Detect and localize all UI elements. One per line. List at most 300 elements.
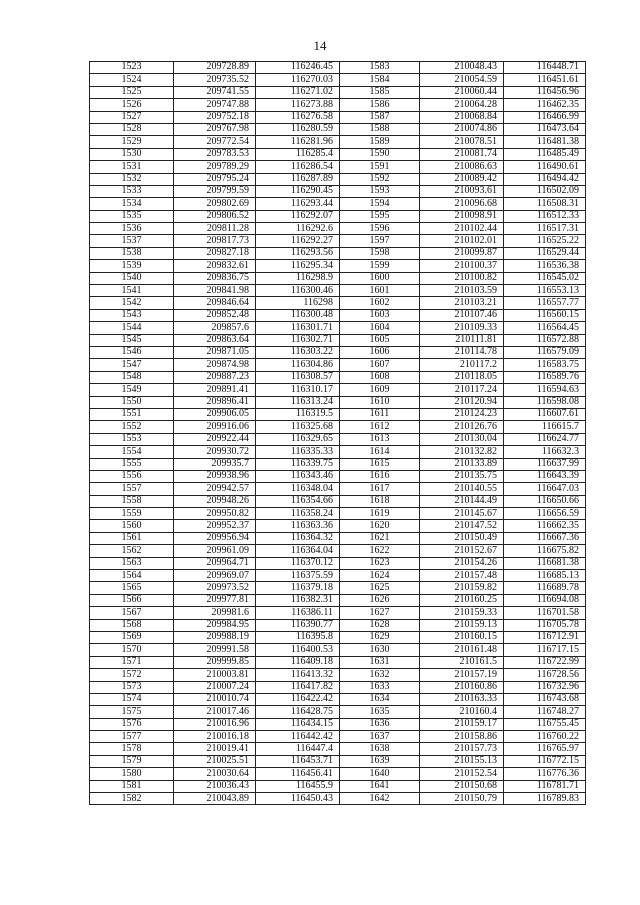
- point-number-cell: 1626: [340, 594, 420, 606]
- point-number-cell: 1546: [90, 346, 174, 358]
- x-coordinate-cell: 210109.33: [420, 322, 504, 334]
- point-number-cell: 1605: [340, 334, 420, 346]
- table-row: [90, 223, 586, 235]
- table-row: [90, 557, 586, 569]
- x-coordinate-cell: 210117.24: [420, 384, 504, 396]
- table-row: [90, 508, 586, 520]
- x-coordinate-cell: 209852.48: [174, 309, 256, 321]
- table-row: [90, 619, 586, 631]
- x-coordinate-cell: 209841.98: [174, 285, 256, 297]
- x-coordinate-cell: 209906.05: [174, 408, 256, 420]
- x-coordinate-cell: 209741.55: [174, 86, 256, 98]
- point-number-cell: 1621: [340, 532, 420, 544]
- x-coordinate-cell: 210103.21: [420, 297, 504, 309]
- point-number-cell: 1601: [340, 285, 420, 297]
- point-number-cell: 1639: [340, 755, 420, 767]
- y-coordinate-cell: 116409.18: [256, 656, 340, 668]
- x-coordinate-cell: 209896.41: [174, 396, 256, 408]
- y-coordinate-cell: 116417.82: [256, 681, 340, 693]
- point-number-cell: 1596: [340, 223, 420, 235]
- x-coordinate-cell: 210163.33: [420, 693, 504, 705]
- point-number-cell: 1640: [340, 768, 420, 780]
- y-coordinate-cell: 116428.75: [256, 706, 340, 718]
- x-coordinate-cell: 210048.43: [420, 62, 504, 74]
- point-number-cell: 1599: [340, 260, 420, 272]
- x-coordinate-cell: 209783.53: [174, 148, 256, 160]
- x-coordinate-cell: 210089.42: [420, 173, 504, 185]
- y-coordinate-cell: 116447.4: [256, 743, 340, 755]
- point-number-cell: 1632: [340, 669, 420, 681]
- point-number-cell: 1559: [90, 508, 174, 520]
- x-coordinate-cell: 210016.96: [174, 718, 256, 730]
- point-number-cell: 1537: [90, 235, 174, 247]
- y-coordinate-cell: 116781.71: [504, 780, 586, 792]
- y-coordinate-cell: 116273.88: [256, 99, 340, 111]
- y-coordinate-cell: 116364.32: [256, 532, 340, 544]
- y-coordinate-cell: 116656.59: [504, 508, 586, 520]
- point-number-cell: 1580: [90, 768, 174, 780]
- coordinates-table-body: [90, 62, 586, 805]
- x-coordinate-cell: 209961.09: [174, 545, 256, 557]
- y-coordinate-cell: 116354.66: [256, 495, 340, 507]
- y-coordinate-cell: 116442.42: [256, 731, 340, 743]
- x-coordinate-cell: 210086.63: [420, 161, 504, 173]
- point-number-cell: 1541: [90, 285, 174, 297]
- point-number-cell: 1566: [90, 594, 174, 606]
- point-number-cell: 1618: [340, 495, 420, 507]
- point-number-cell: 1535: [90, 210, 174, 222]
- x-coordinate-cell: 210102.44: [420, 223, 504, 235]
- point-number-cell: 1627: [340, 607, 420, 619]
- x-coordinate-cell: 210117.2: [420, 359, 504, 371]
- point-number-cell: 1588: [340, 123, 420, 135]
- point-number-cell: 1526: [90, 99, 174, 111]
- point-number-cell: 1553: [90, 433, 174, 445]
- y-coordinate-cell: 116760.22: [504, 731, 586, 743]
- table-row: [90, 706, 586, 718]
- point-number-cell: 1609: [340, 384, 420, 396]
- point-number-cell: 1551: [90, 408, 174, 420]
- x-coordinate-cell: 209846.64: [174, 297, 256, 309]
- point-number-cell: 1529: [90, 136, 174, 148]
- point-number-cell: 1584: [340, 74, 420, 86]
- y-coordinate-cell: 116598.08: [504, 396, 586, 408]
- x-coordinate-cell: 209772.54: [174, 136, 256, 148]
- table-row: [90, 669, 586, 681]
- y-coordinate-cell: 116589.76: [504, 371, 586, 383]
- y-coordinate-cell: 116564.45: [504, 322, 586, 334]
- y-coordinate-cell: 116525.22: [504, 235, 586, 247]
- table-row: [90, 681, 586, 693]
- table-row: [90, 161, 586, 173]
- y-coordinate-cell: 116395.8: [256, 631, 340, 643]
- point-number-cell: 1604: [340, 322, 420, 334]
- point-number-cell: 1583: [340, 62, 420, 74]
- x-coordinate-cell: 210150.49: [420, 532, 504, 544]
- point-number-cell: 1579: [90, 755, 174, 767]
- x-coordinate-cell: 210161.48: [420, 644, 504, 656]
- table-row: [90, 235, 586, 247]
- x-coordinate-cell: 210120.94: [420, 396, 504, 408]
- table-row: [90, 718, 586, 730]
- point-number-cell: 1532: [90, 173, 174, 185]
- table-row: [90, 793, 586, 805]
- point-number-cell: 1556: [90, 470, 174, 482]
- point-number-cell: 1607: [340, 359, 420, 371]
- table-row: [90, 359, 586, 371]
- point-number-cell: 1589: [340, 136, 420, 148]
- x-coordinate-cell: 209871.05: [174, 346, 256, 358]
- x-coordinate-cell: 210145.67: [420, 508, 504, 520]
- point-number-cell: 1562: [90, 545, 174, 557]
- point-number-cell: 1591: [340, 161, 420, 173]
- point-number-cell: 1547: [90, 359, 174, 371]
- y-coordinate-cell: 116325.68: [256, 421, 340, 433]
- y-coordinate-cell: 116304.86: [256, 359, 340, 371]
- point-number-cell: 1564: [90, 570, 174, 582]
- x-coordinate-cell: 209799.59: [174, 185, 256, 197]
- x-coordinate-cell: 210060.44: [420, 86, 504, 98]
- point-number-cell: 1616: [340, 470, 420, 482]
- y-coordinate-cell: 116717.15: [504, 644, 586, 656]
- table-row: [90, 111, 586, 123]
- x-coordinate-cell: 210054.59: [420, 74, 504, 86]
- point-number-cell: 1586: [340, 99, 420, 111]
- x-coordinate-cell: 209874.98: [174, 359, 256, 371]
- y-coordinate-cell: 116572.88: [504, 334, 586, 346]
- table-row: [90, 198, 586, 210]
- y-coordinate-cell: 116339.75: [256, 458, 340, 470]
- y-coordinate-cell: 116310.17: [256, 384, 340, 396]
- table-row: [90, 408, 586, 420]
- x-coordinate-cell: 210124.23: [420, 408, 504, 420]
- x-coordinate-cell: 210135.75: [420, 470, 504, 482]
- point-number-cell: 1524: [90, 74, 174, 86]
- point-number-cell: 1595: [340, 210, 420, 222]
- x-coordinate-cell: 210159.82: [420, 582, 504, 594]
- y-coordinate-cell: 116462.35: [504, 99, 586, 111]
- y-coordinate-cell: 116364.04: [256, 545, 340, 557]
- x-coordinate-cell: 209832.61: [174, 260, 256, 272]
- table-row: [90, 185, 586, 197]
- table-row: [90, 693, 586, 705]
- table-row: [90, 421, 586, 433]
- y-coordinate-cell: 116772.15: [504, 755, 586, 767]
- table-row: [90, 755, 586, 767]
- table-row: [90, 272, 586, 284]
- x-coordinate-cell: 210017.46: [174, 706, 256, 718]
- point-number-cell: 1642: [340, 793, 420, 805]
- point-number-cell: 1570: [90, 644, 174, 656]
- table-row: [90, 495, 586, 507]
- x-coordinate-cell: 209950.82: [174, 508, 256, 520]
- x-coordinate-cell: 210161.5: [420, 656, 504, 668]
- y-coordinate-cell: 116375.59: [256, 570, 340, 582]
- y-coordinate-cell: 116379.18: [256, 582, 340, 594]
- x-coordinate-cell: 210100.82: [420, 272, 504, 284]
- y-coordinate-cell: 116712.91: [504, 631, 586, 643]
- x-coordinate-cell: 209956.94: [174, 532, 256, 544]
- point-number-cell: 1557: [90, 483, 174, 495]
- point-number-cell: 1615: [340, 458, 420, 470]
- x-coordinate-cell: 210030.64: [174, 768, 256, 780]
- y-coordinate-cell: 116473.64: [504, 123, 586, 135]
- table-row: [90, 247, 586, 259]
- y-coordinate-cell: 116386.11: [256, 607, 340, 619]
- x-coordinate-cell: 210081.74: [420, 148, 504, 160]
- point-number-cell: 1582: [90, 793, 174, 805]
- table-row: [90, 607, 586, 619]
- point-number-cell: 1567: [90, 607, 174, 619]
- x-coordinate-cell: 209887.23: [174, 371, 256, 383]
- y-coordinate-cell: 116494.42: [504, 173, 586, 185]
- point-number-cell: 1617: [340, 483, 420, 495]
- y-coordinate-cell: 116529.44: [504, 247, 586, 259]
- point-number-cell: 1543: [90, 309, 174, 321]
- point-number-cell: 1594: [340, 198, 420, 210]
- y-coordinate-cell: 116451.61: [504, 74, 586, 86]
- y-coordinate-cell: 116400.53: [256, 644, 340, 656]
- table-row: [90, 656, 586, 668]
- y-coordinate-cell: 116722.99: [504, 656, 586, 668]
- table-row: [90, 74, 586, 86]
- table-row: [90, 532, 586, 544]
- y-coordinate-cell: 116481.38: [504, 136, 586, 148]
- y-coordinate-cell: 116329.65: [256, 433, 340, 445]
- x-coordinate-cell: 209735.52: [174, 74, 256, 86]
- point-number-cell: 1542: [90, 297, 174, 309]
- table-row: [90, 260, 586, 272]
- y-coordinate-cell: 116755.45: [504, 718, 586, 730]
- table-row: [90, 644, 586, 656]
- point-number-cell: 1533: [90, 185, 174, 197]
- x-coordinate-cell: 210152.54: [420, 768, 504, 780]
- point-number-cell: 1622: [340, 545, 420, 557]
- y-coordinate-cell: 116466.99: [504, 111, 586, 123]
- point-number-cell: 1576: [90, 718, 174, 730]
- x-coordinate-cell: 210157.19: [420, 669, 504, 681]
- table-row: [90, 123, 586, 135]
- point-number-cell: 1611: [340, 408, 420, 420]
- y-coordinate-cell: 116545.02: [504, 272, 586, 284]
- table-row: [90, 322, 586, 334]
- y-coordinate-cell: 116789.83: [504, 793, 586, 805]
- y-coordinate-cell: 116594.63: [504, 384, 586, 396]
- point-number-cell: 1528: [90, 123, 174, 135]
- y-coordinate-cell: 116650.66: [504, 495, 586, 507]
- x-coordinate-cell: 210111.81: [420, 334, 504, 346]
- point-number-cell: 1531: [90, 161, 174, 173]
- x-coordinate-cell: 210159.17: [420, 718, 504, 730]
- y-coordinate-cell: 116343.46: [256, 470, 340, 482]
- point-number-cell: 1628: [340, 619, 420, 631]
- y-coordinate-cell: 116298.9: [256, 272, 340, 284]
- y-coordinate-cell: 116450.43: [256, 793, 340, 805]
- y-coordinate-cell: 116728.56: [504, 669, 586, 681]
- y-coordinate-cell: 116681.38: [504, 557, 586, 569]
- y-coordinate-cell: 116583.75: [504, 359, 586, 371]
- y-coordinate-cell: 116363.36: [256, 520, 340, 532]
- x-coordinate-cell: 210078.51: [420, 136, 504, 148]
- table-row: [90, 384, 586, 396]
- x-coordinate-cell: 210147.52: [420, 520, 504, 532]
- point-number-cell: 1614: [340, 446, 420, 458]
- x-coordinate-cell: 210152.67: [420, 545, 504, 557]
- point-number-cell: 1630: [340, 644, 420, 656]
- point-number-cell: 1560: [90, 520, 174, 532]
- table-row: [90, 570, 586, 582]
- point-number-cell: 1569: [90, 631, 174, 643]
- x-coordinate-cell: 210025.51: [174, 755, 256, 767]
- x-coordinate-cell: 209806.52: [174, 210, 256, 222]
- point-number-cell: 1573: [90, 681, 174, 693]
- y-coordinate-cell: 116302.71: [256, 334, 340, 346]
- point-number-cell: 1631: [340, 656, 420, 668]
- y-coordinate-cell: 116579.09: [504, 346, 586, 358]
- y-coordinate-cell: 116485.49: [504, 148, 586, 160]
- y-coordinate-cell: 116290.45: [256, 185, 340, 197]
- point-number-cell: 1598: [340, 247, 420, 259]
- y-coordinate-cell: 116662.35: [504, 520, 586, 532]
- point-number-cell: 1549: [90, 384, 174, 396]
- x-coordinate-cell: 209747.88: [174, 99, 256, 111]
- point-number-cell: 1575: [90, 706, 174, 718]
- point-number-cell: 1635: [340, 706, 420, 718]
- point-number-cell: 1620: [340, 520, 420, 532]
- y-coordinate-cell: 116643.39: [504, 470, 586, 482]
- point-number-cell: 1592: [340, 173, 420, 185]
- x-coordinate-cell: 209857.6: [174, 322, 256, 334]
- x-coordinate-cell: 209930.72: [174, 446, 256, 458]
- table-row: [90, 458, 586, 470]
- y-coordinate-cell: 116303.22: [256, 346, 340, 358]
- y-coordinate-cell: 116624.77: [504, 433, 586, 445]
- point-number-cell: 1597: [340, 235, 420, 247]
- x-coordinate-cell: 209988.19: [174, 631, 256, 643]
- point-number-cell: 1602: [340, 297, 420, 309]
- y-coordinate-cell: 116293.56: [256, 247, 340, 259]
- point-number-cell: 1610: [340, 396, 420, 408]
- point-number-cell: 1629: [340, 631, 420, 643]
- x-coordinate-cell: 210093.61: [420, 185, 504, 197]
- y-coordinate-cell: 116270.03: [256, 74, 340, 86]
- x-coordinate-cell: 210160.4: [420, 706, 504, 718]
- point-number-cell: 1636: [340, 718, 420, 730]
- y-coordinate-cell: 116271.02: [256, 86, 340, 98]
- y-coordinate-cell: 116705.78: [504, 619, 586, 631]
- point-number-cell: 1619: [340, 508, 420, 520]
- y-coordinate-cell: 116293.44: [256, 198, 340, 210]
- x-coordinate-cell: 209752.18: [174, 111, 256, 123]
- point-number-cell: 1623: [340, 557, 420, 569]
- table-row: [90, 396, 586, 408]
- x-coordinate-cell: 210159.13: [420, 619, 504, 631]
- point-number-cell: 1637: [340, 731, 420, 743]
- point-number-cell: 1603: [340, 309, 420, 321]
- point-number-cell: 1641: [340, 780, 420, 792]
- x-coordinate-cell: 209817.73: [174, 235, 256, 247]
- y-coordinate-cell: 116313.24: [256, 396, 340, 408]
- point-number-cell: 1540: [90, 272, 174, 284]
- y-coordinate-cell: 116694.08: [504, 594, 586, 606]
- x-coordinate-cell: 209938.96: [174, 470, 256, 482]
- point-number-cell: 1558: [90, 495, 174, 507]
- y-coordinate-cell: 116292.27: [256, 235, 340, 247]
- x-coordinate-cell: 209991.58: [174, 644, 256, 656]
- table-row: [90, 99, 586, 111]
- x-coordinate-cell: 210036.43: [174, 780, 256, 792]
- x-coordinate-cell: 210159.33: [420, 607, 504, 619]
- table-row: [90, 743, 586, 755]
- x-coordinate-cell: 209977.81: [174, 594, 256, 606]
- x-coordinate-cell: 209795.24: [174, 173, 256, 185]
- y-coordinate-cell: 116246.45: [256, 62, 340, 74]
- table-row: [90, 210, 586, 222]
- x-coordinate-cell: 210099.87: [420, 247, 504, 259]
- table-row: [90, 768, 586, 780]
- x-coordinate-cell: 209789.29: [174, 161, 256, 173]
- y-coordinate-cell: 116295.34: [256, 260, 340, 272]
- x-coordinate-cell: 210103.59: [420, 285, 504, 297]
- x-coordinate-cell: 210019.41: [174, 743, 256, 755]
- y-coordinate-cell: 116280.59: [256, 123, 340, 135]
- point-number-cell: 1565: [90, 582, 174, 594]
- x-coordinate-cell: 210132.82: [420, 446, 504, 458]
- y-coordinate-cell: 116390.77: [256, 619, 340, 631]
- table-row: [90, 297, 586, 309]
- point-number-cell: 1574: [90, 693, 174, 705]
- y-coordinate-cell: 116560.15: [504, 309, 586, 321]
- point-number-cell: 1544: [90, 322, 174, 334]
- point-number-cell: 1613: [340, 433, 420, 445]
- y-coordinate-cell: 116607.61: [504, 408, 586, 420]
- table-row: [90, 371, 586, 383]
- x-coordinate-cell: 209973.52: [174, 582, 256, 594]
- point-number-cell: 1568: [90, 619, 174, 631]
- y-coordinate-cell: 116512.33: [504, 210, 586, 222]
- point-number-cell: 1527: [90, 111, 174, 123]
- x-coordinate-cell: 209802.69: [174, 198, 256, 210]
- y-coordinate-cell: 116358.24: [256, 508, 340, 520]
- x-coordinate-cell: 210150.79: [420, 793, 504, 805]
- x-coordinate-cell: 210068.84: [420, 111, 504, 123]
- point-number-cell: 1633: [340, 681, 420, 693]
- y-coordinate-cell: 116675.82: [504, 545, 586, 557]
- x-coordinate-cell: 209891.41: [174, 384, 256, 396]
- point-number-cell: 1550: [90, 396, 174, 408]
- table-row: [90, 173, 586, 185]
- point-number-cell: 1590: [340, 148, 420, 160]
- point-number-cell: 1572: [90, 669, 174, 681]
- y-coordinate-cell: 116456.96: [504, 86, 586, 98]
- point-number-cell: 1634: [340, 693, 420, 705]
- y-coordinate-cell: 116743.68: [504, 693, 586, 705]
- x-coordinate-cell: 209981.6: [174, 607, 256, 619]
- point-number-cell: 1555: [90, 458, 174, 470]
- point-number-cell: 1536: [90, 223, 174, 235]
- y-coordinate-cell: 116308.57: [256, 371, 340, 383]
- y-coordinate-cell: 116281.96: [256, 136, 340, 148]
- point-number-cell: 1624: [340, 570, 420, 582]
- x-coordinate-cell: 209952.37: [174, 520, 256, 532]
- table-row: [90, 86, 586, 98]
- y-coordinate-cell: 116286.54: [256, 161, 340, 173]
- x-coordinate-cell: 210144.49: [420, 495, 504, 507]
- y-coordinate-cell: 116536.38: [504, 260, 586, 272]
- x-coordinate-cell: 210150.68: [420, 780, 504, 792]
- y-coordinate-cell: 116502.09: [504, 185, 586, 197]
- y-coordinate-cell: 116413.32: [256, 669, 340, 681]
